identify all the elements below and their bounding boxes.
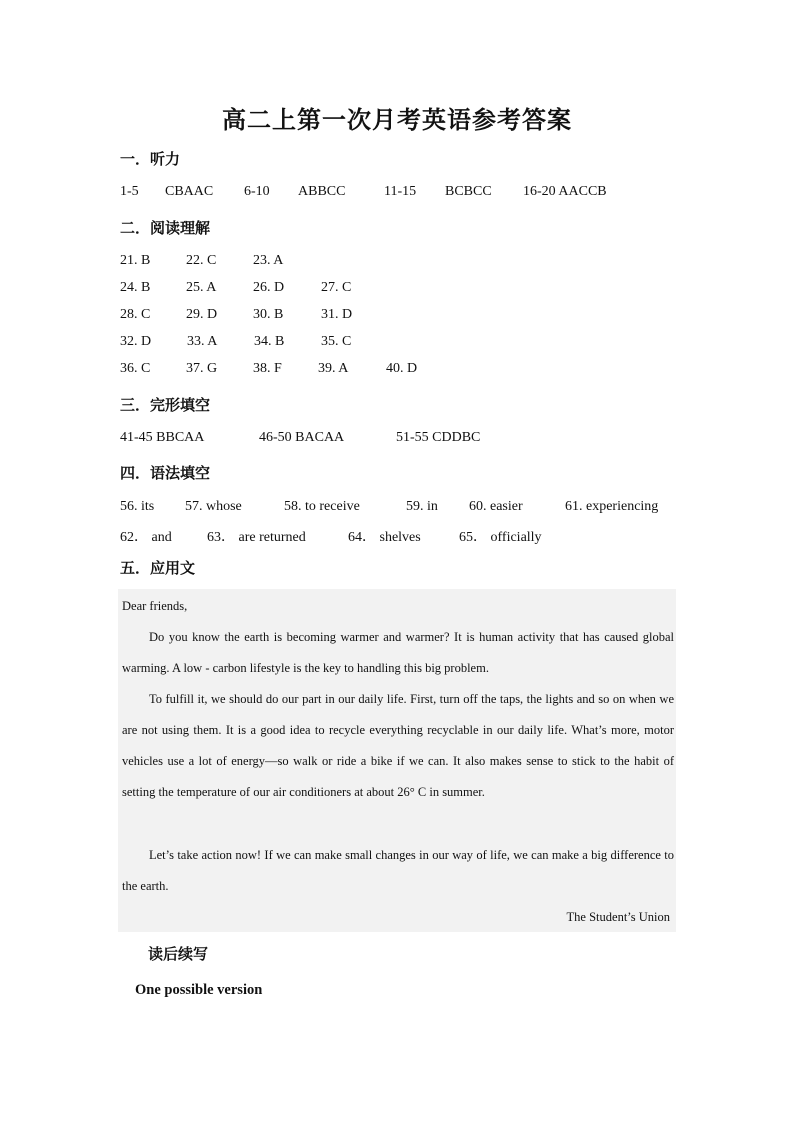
answer-value: BCBCC [445,184,492,199]
answer-range: 1-5 [120,184,139,199]
answer-value: CBAAC [165,184,214,199]
answer-value: ABBCC [298,184,346,199]
answer-item: 23. A [253,253,284,268]
answer-item: 46-50 BACAA [259,430,345,445]
answer-item: 65． officially [459,530,542,545]
essay-signature: The Student’s Union [566,910,670,924]
answer-value: 16-20 AACCB [523,184,607,199]
essay-paragraph: Let’s take action now! If we can make small changes in our way of life, we can make a big difference to the earth. [122,848,674,893]
answer-item: 57. whose [185,499,242,514]
section-heading-grammar: 四．语法填空 [120,464,211,482]
answer-item: 25. A [186,280,217,295]
essay-greeting: Dear friends, [122,599,188,613]
answer-item: 26. D [253,280,285,295]
answer-item: 41-45 BBCAA [120,430,205,445]
section-heading-continuation: 读后续写 [148,945,209,963]
section-heading-listening: 一．听力 [120,150,181,168]
answer-item: 22. C [186,253,217,268]
essay-paragraph: To fulfill it, we should do our part in our daily life. First, turn off the taps, the lights and so on when we are not using them. It is a good idea to recycle everything recyclable in our daily life. What’s more, motor vehicles use a lot of energy—so walk or ride a bike if we can. It also makes sense to stick to the habit of setting the temperature of our air conditioners at about 26° C in summer. [122,692,674,799]
answer-range: 11-15 [384,184,417,199]
answer-item: 31. D [321,307,353,322]
answer-item: 61. experiencing [565,499,659,514]
answer-item: 24. B [120,280,151,295]
answer-item: 30. B [253,307,284,322]
section-heading-reading: 二．阅读理解 [120,219,211,237]
answer-item: 35. C [321,334,352,349]
answer-item: 60. easier [469,499,523,514]
answer-item: 56. its [120,499,155,514]
answer-item: 37. G [186,361,218,376]
answer-item: 39. A [318,361,349,376]
answer-item: 36. C [120,361,151,376]
page-title: 高二上第一次月考英语参考答案 [222,106,572,134]
answer-item: 29. D [186,307,218,322]
answer-item: 38. F [253,361,282,376]
answer-item: 62． and [120,530,172,545]
answer-item: 21. B [120,253,151,268]
answer-item: 51-55 CDDBC [396,430,481,445]
section-heading-writing: 五．应用文 [120,559,196,577]
answer-item: 27. C [321,280,352,295]
answer-item: 59. in [406,499,438,514]
section-heading-cloze: 三．完形填空 [120,396,211,414]
answer-item: 63． are returned [207,530,306,545]
possible-version-label: One possible version [135,982,263,998]
answer-item: 33. A [187,334,218,349]
essay-paragraph: Do you know the earth is becoming warmer and warmer? It is human activity that has caused global warming. A low - carbon lifestyle is the key to handling this big problem. [122,630,674,675]
answer-item: 58. to receive [284,499,360,514]
answer-item: 28. C [120,307,151,322]
answer-item: 34. B [254,334,285,349]
answer-item: 40. D [386,361,418,376]
essay-box [118,589,676,932]
answer-item: 32. D [120,334,152,349]
answer-item: 64． shelves [348,530,421,545]
answer-range: 6-10 [244,184,270,199]
